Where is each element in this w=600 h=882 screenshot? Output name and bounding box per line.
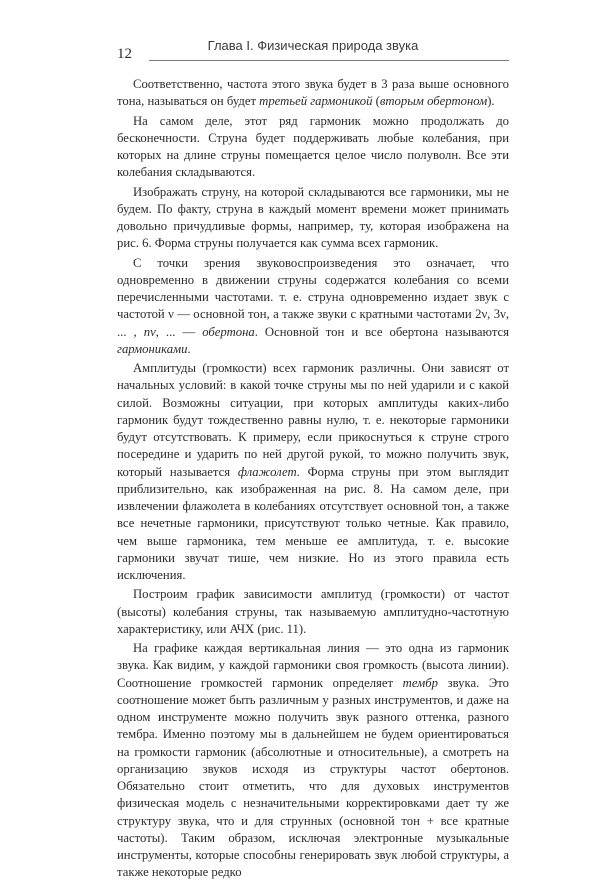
paragraph-2: На самом деле, этот ряд гармоник можно продолжать до бесконечности. Струна будет поддерживать любые колебания, при которых на длине струны помещается целое число полуволн. Все эти колебания складываются. bbox=[117, 113, 509, 180]
header-rule bbox=[149, 60, 509, 61]
italic-term: обертона bbox=[202, 324, 255, 339]
paragraph-text: ( bbox=[372, 94, 380, 109]
paragraph-5 bbox=[117, 360, 509, 584]
paragraph-text: . Форма струны при этом выглядит приблизительно, как изображенная на рис. 8. На самом деле, при извлечении флажолета в колебаниях отсутствует основной тон, а также все нечетные гармоники, присутствуют только четные. Как правило, чем выше гармоника, тем меньше ее амплитуда, т. е. высокие гармоники звучат тише, чем низкие. Но из этого правила есть исключения. bbox=[117, 464, 509, 582]
italic-term: третьей гармоникой bbox=[259, 94, 373, 109]
paragraph-text: , ... — bbox=[155, 324, 203, 339]
paragraph-text: Соответственно, частота этого звука будет в 3 раза выше основного тона, называться он будет bbox=[117, 77, 509, 109]
paragraph-1 bbox=[117, 76, 509, 111]
paragraph-text: . bbox=[187, 341, 191, 356]
paragraph-text: ). bbox=[487, 94, 495, 109]
paragraph-4 bbox=[117, 255, 509, 359]
paragraph-text: Амплитуды (громкости) всех гармоник различны. Они зависят от начальных условий: в какой точке струны мы по ней ударили и с какой силой. Возможны ситуации, при которых амплитуды каких-либо гармоник будут тождественно равны нулю, т. е. некоторые гармоники будут отсутствовать. К примеру, если прикоснуться к струне строго посередине и ударить по ней другой рукой, то можно получить звук, который называется bbox=[117, 361, 509, 479]
paragraph-text: звука. Это соотношение может быть различным у разных инструментов, и даже на одном инструменте можно получить звук разного оттенка, разного тембра. Именно поэтому мы в дальнейшем не будем ориентироваться на громкости гармоник (абсолютные и относительные), а смотреть на организацию звуков исходя из структуры частот обертонов. Обязательно стоит отметить, что для духовых инструментов физическая модель с незначительными корректировками дает ту же структуру звука, что и для струнных (основной тон + все кратные частоты). Таким образом, исключая электронные музыкальные инструменты, которые способны генерировать звук любой структуры, а также некоторые редко bbox=[117, 675, 509, 880]
italic-term: вторым обертоном bbox=[379, 94, 488, 109]
page-header bbox=[117, 38, 509, 64]
paragraph-text: . Основной тон и все обертона называются bbox=[254, 324, 510, 339]
italic-term: тембр bbox=[402, 675, 438, 690]
italic-term: гармониками bbox=[117, 341, 188, 356]
paragraph-7 bbox=[117, 640, 509, 882]
page-number: 12 bbox=[117, 46, 132, 62]
paragraph-text: На графике каждая вертикальная линия — это одна из гармоник звука. Как видим, у каждой гармоники своя громкость (высота линии). Соотношение громкостей гармоник определяет bbox=[117, 641, 509, 690]
paragraph-3: Изображать струну, на которой складываются все гармоники, мы не будем. По факту, струна в каждый момент времени может принимать довольно причудливые формы, например, ту, которая изображена на рис. 6. Форма струны получается как сумма всех гармоник. bbox=[117, 184, 509, 251]
italic-term: флажолет bbox=[237, 464, 297, 479]
page-body bbox=[117, 76, 509, 882]
italic-formula: nν bbox=[143, 324, 156, 339]
running-title: Глава I. Физическая природа звука bbox=[207, 38, 419, 53]
paragraph-text: С точки зрения звуковоспроизведения это означает, что одновременно в движении струны содержатся колебания со всеми перечисленными частотами. т. е. струна одновременно издает звук с частотой ν — основной тон, а также звуки с кратными частотами 2ν, 3ν, ... , bbox=[117, 255, 509, 339]
paragraph-6: Построим график зависимости амплитуд (громкости) от частот (высоты) колебания струны, так называемую амплитудно-частотную характеристику, или АЧХ (рис. 11). bbox=[117, 587, 509, 636]
